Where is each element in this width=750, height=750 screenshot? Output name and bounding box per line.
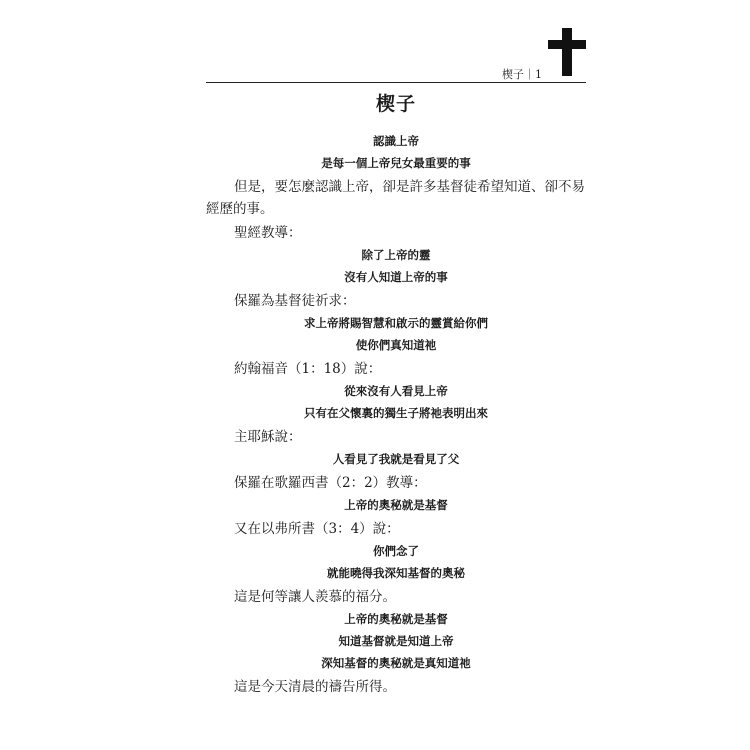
verse-line: 知道基督就是知道上帝 xyxy=(338,634,454,648)
verse-line: 認識上帝 xyxy=(373,134,419,148)
verse-line: 從來沒有人看見上帝 xyxy=(344,384,448,398)
verse-line: 人看見了我就是看見了父 xyxy=(332,452,460,466)
paragraph-line: 保羅在歌羅西書（2：2）教導： xyxy=(234,475,427,491)
header-rule xyxy=(206,82,586,83)
verse-line: 上帝的奧秘就是基督 xyxy=(344,612,448,626)
paragraph-line: 經歷的事。 xyxy=(206,201,274,217)
paragraph-line: 這是今天清晨的禱告所得。 xyxy=(234,679,396,695)
paragraph-line: 約翰福音（1：18）說： xyxy=(234,361,382,377)
verse-line: 使你們真知道祂 xyxy=(355,338,437,352)
verse-line: 上帝的奧秘就是基督 xyxy=(344,498,448,512)
paragraph-line: 這是何等讓人羨慕的福分。 xyxy=(234,589,396,605)
running-head: 楔子｜1 xyxy=(502,68,542,81)
verse-line: 深知基督的奧秘就是真知道祂 xyxy=(321,656,471,670)
page-body xyxy=(206,130,586,698)
paragraph-line: 主耶穌說： xyxy=(234,429,302,445)
paragraph-line: 但是，要怎麼認識上帝，卻是許多基督徒希望知道、卻不易 xyxy=(234,179,585,195)
verse-line: 你們念了 xyxy=(373,544,419,558)
paragraph-line: 保羅為基督徒祈求： xyxy=(234,293,356,309)
verse-line: 除了上帝的靈 xyxy=(361,248,431,262)
page-title: 楔子 xyxy=(375,93,416,115)
verse-line: 求上帝將賜智慧和啟示的靈賞給你們 xyxy=(304,316,488,330)
verse-line: 就能曉得我深知基督的奧秘 xyxy=(327,566,465,580)
paragraph-line: 又在以弗所書（3：4）說： xyxy=(234,521,400,537)
verse-line: 沒有人知道上帝的事 xyxy=(344,270,448,284)
verse-line: 只有在父懷裏的獨生子將祂表明出來 xyxy=(304,406,488,420)
cross-icon xyxy=(548,28,586,76)
paragraph-line: 聖經教導： xyxy=(234,225,302,241)
verse-line: 是每一個上帝兒女最重要的事 xyxy=(321,156,471,170)
